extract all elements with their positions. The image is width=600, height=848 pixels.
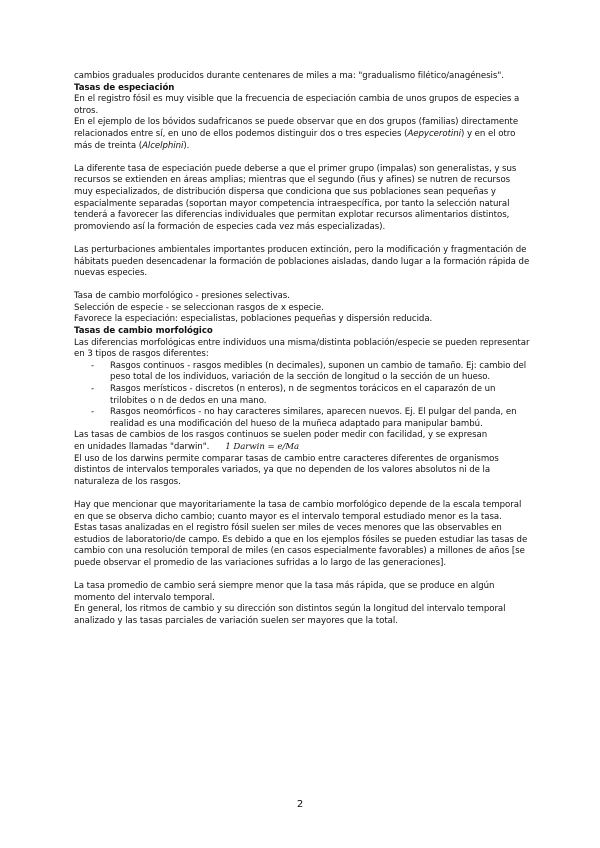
darwin-formula: 1 Darwin = e/Ma [225,442,300,452]
trait-types-list [74,361,530,431]
summary-line-3: Favorece la especiación: especialistas, poblaciones pequeñas y dispersión reducida. [74,314,433,325]
darwins-use-paragraph: El uso de los darwins permite comparar tasas de cambio entre caracteres diferentes de organismos distintos de intervalos temporales variados, ya que no dependen de los valores absolutos ni de la naturaleza de los rasgos. [74,453,499,487]
scale-paragraph-3: La tasa promedio de cambio será siempre menor que la tasa más rápida, que se produce en algún momento del intervalo temporal. [74,581,495,603]
page-body [74,71,530,628]
speciation-p2-end: ). [183,140,190,151]
page-number: 2 [296,799,304,810]
heading-speciation-rates: Tasas de especiación [74,82,175,93]
list-item-continuous-traits: - Rasgos continuos - rasgos medibles (n decimales), suponen un cambio de tamaño. Ej: cambio del peso total de los individuos, variación de la sección de longitud o la sección de un hueso. [74,361,530,384]
list-item-meristic-traits: - Rasgos merísticos - discretos (n enteros), n de segmentos torácicos en el caparazón de un trilobites o n de dedos en una mano. [74,384,530,407]
speciation-p2-start: En el ejemplo de los bóvidos sudafricanos se puede observar que en dos grupos (familias) directamente relacionados entre sí, en uno de ellos podemos distinguir dos o tres especies ( [74,117,519,139]
speciation-paragraph-1: En el registro fósil es muy visible que la frecuencia de especiación cambia de unos grupos de especies a otros. [74,94,520,116]
intro-paragraph: cambios graduales producidos durante centenares de miles a ma: "gradualismo filético/anagénesis". [74,71,504,81]
speciation-paragraph-4: Las perturbaciones ambientales importantes producen extinción, pero la modificación y fragmentación de hábitats pueden desencadenar la formación de poblaciones aisladas, dando lugar a la formación rápida de nuevas especies. [74,244,530,279]
taxon-aepycerotini: Aepycerotini [407,128,461,139]
darwin-units-text: en unidades llamadas "darwin". [74,442,210,452]
scale-paragraph-1: Hay que mencionar que mayoritariamente la tasa de cambio morfológico depende de la escala temporal en que se observa dicho cambio; cuanto mayor es el intervalo temporal estudiado menor es la tasa. [74,499,522,522]
scale-paragraph-2: Estas tasas analizadas en el registro fósil suelen ser miles de veces menores que las observables en estudios de laboratorio/de campo. Es debido a que en los ejemplos fósiles se pueden estudiar las tasas de cambio con una resolución temporal de miles (en casos especialmente favorables) a millones de años [se puede observar el promedio de las variaciones sufridas a lo largo de las generaciones]. [74,523,528,568]
speciation-paragraph-3: La diferente tasa de especiación puede deberse a que el primer grupo (impalas) son generalistas, y sus recursos se extienden en áreas amplias; mientras que el segundo (ñus y afines) se nutren de recursos muy especializados, de distribución dispersa que condiciona que sus poblaciones sean pequeñas y espacialmente separadas (soportan mayor competencia intraespecífica, por tanto la selección natural tenderá a favorecer las diferencias individuales que permitan explotar recursos alimentarios distintos, promoviendo así la formación de especies cada vez más especializadas). [74,163,517,232]
summary-line-1: Tasa de cambio morfológico - presiones selectivas. [74,291,290,302]
continuous-rates-line-1: Las tasas de cambios de los rasgos continuos se suelen poder medir con facilidad, y se expresan [74,430,488,441]
list-item-neomorphic-traits: - Rasgos neomórficos - no hay caracteres similares, aparecen nuevos. Ej. El pulgar del panda, en realidad es una modificación del hueso de la muñeca adaptado para manipular bambú. [74,407,530,430]
taxon-alcelphini: Alcelphini [142,140,184,151]
speciation-p2-middle: ) y en el otro más de treinta ( [74,128,516,151]
scale-paragraph-4: En general, los ritmos de cambio y su dirección son distintos según la longitud del intervalo temporal analizado y las tasas parciales de variación suelen ser mayores que la total. [74,604,506,626]
morphological-intro: Las diferencias morfológicas entre individuos una misma/distinta población/especie se pueden representar en 3 tipos de rasgos diferentes: [74,337,530,360]
continuous-rates-line-2 [74,442,530,454]
summary-line-2: Selección de especie - se seleccionan rasgos de x especie. [74,302,324,313]
heading-morphological-rates: Tasas de cambio morfológico [74,326,213,337]
speciation-paragraph-2 [74,117,530,152]
